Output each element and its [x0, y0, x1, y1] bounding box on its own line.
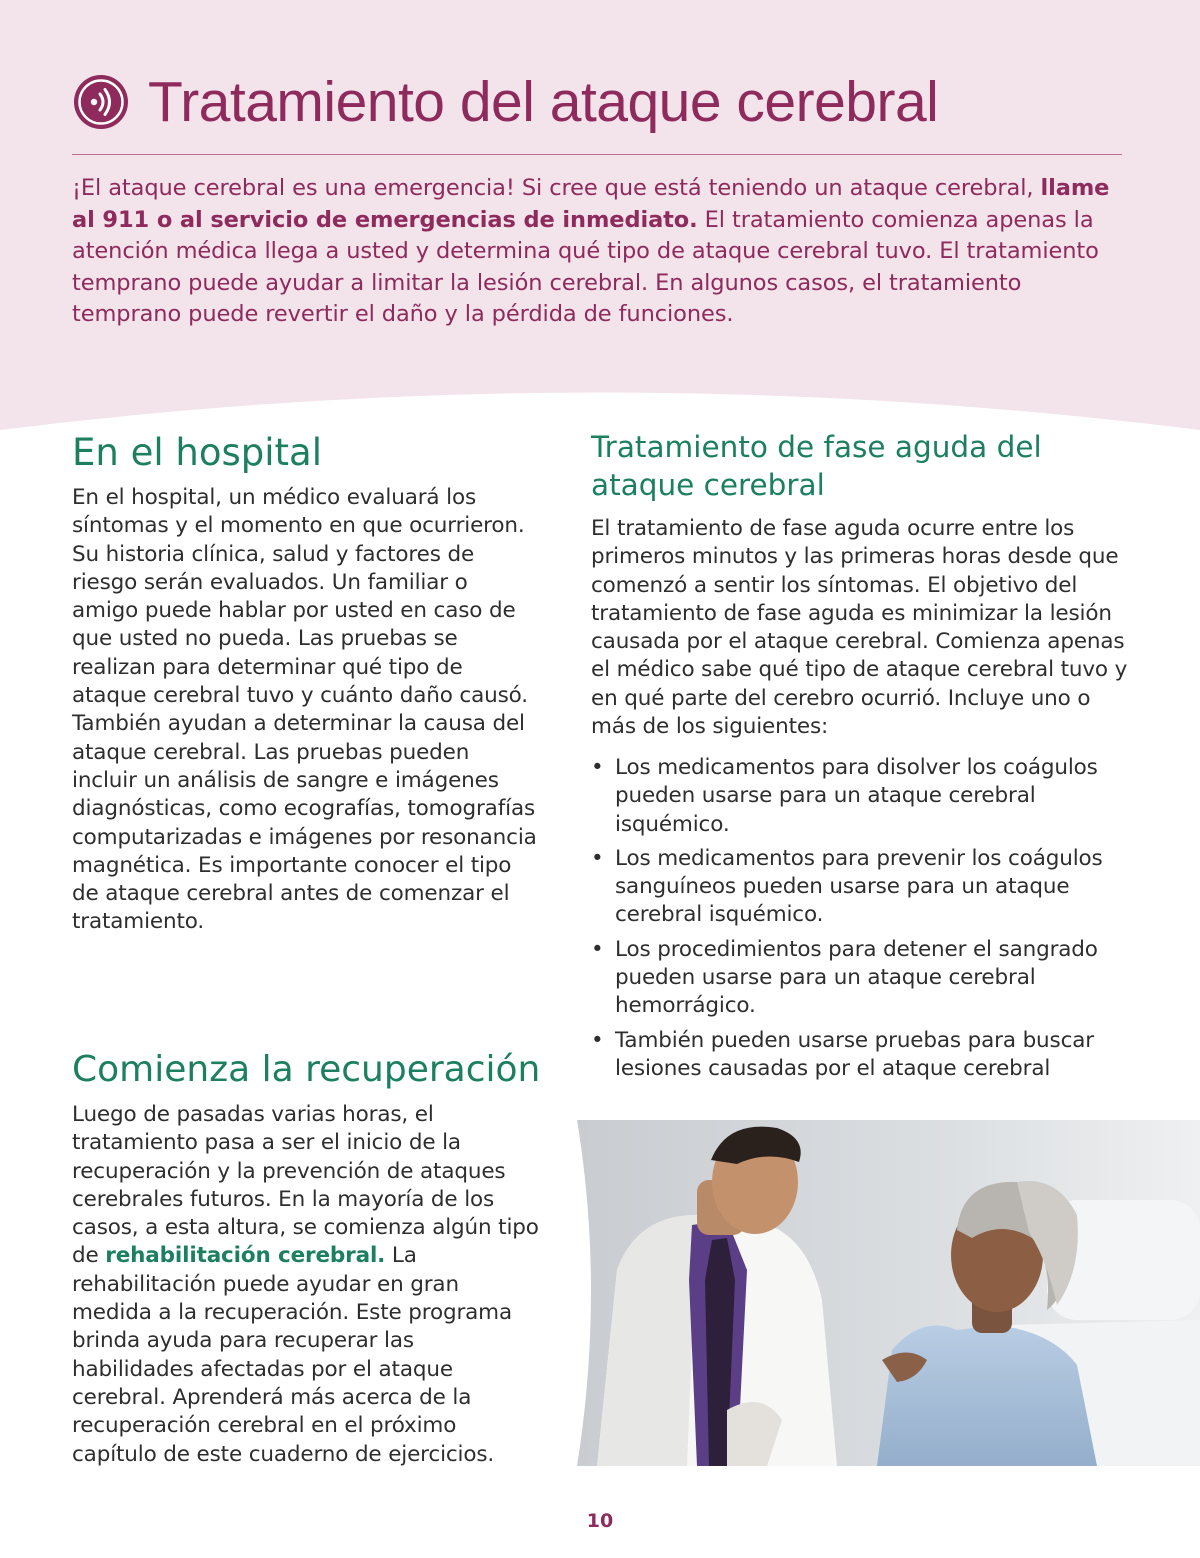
list-item-text: Los medicamentos para disolver los coágulos pueden usarse para un ataque cerebral isquémico.: [615, 755, 1098, 837]
intro-text-continued: El tratamiento comienza apenas la atención médica llega a usted y determina qué tipo de ataque cerebral tuvo. El tratamiento temprano puede ayudar a limitar la lesión cerebral. En algunos casos, el tratamiento temprano puede revertir el daño y la pérdida de funciones.: [72, 206, 1099, 327]
recuperacion-text: Luego de pasadas varias horas, el tratamiento pasa a ser el inicio de la recuperación y la prevención de ataques cerebrales futuros. En la mayoría de los casos, a esta altura, se comienza algún tipo de: [72, 1102, 539, 1269]
intro-text: ¡El ataque cerebral es una emergencia! Si cree que está teniendo un ataque cerebral,: [72, 175, 1041, 201]
emergency-call-emphasis: llame al 911 o al servicio de emergencias de inmediato.: [72, 175, 1110, 233]
fase-aguda-paragraph: El tratamiento de fase aguda ocurre entre los primeros minutos y las primeras horas desde que comenzó a sentir los síntomas. El objetivo del tratamiento de fase aguda es minimizar la lesión causada por el ataque cerebral. Comienza apenas el médico sabe qué tipo de ataque cerebral tuvo y en qué parte del cerebro ocurrió. Incluye uno o más de los siguientes:: [591, 516, 1128, 740]
list-item-text: Los procedimientos para detener el sangrado pueden usarse para un ataque cerebral hemorrágico.: [615, 936, 1098, 1019]
list-item: [591, 1027, 1131, 1084]
rehabilitacion-link-text: rehabilitación cerebral.: [105, 1243, 386, 1269]
list-item-text: Los medicamentos para prevenir los coágulos sanguíneos pueden usarse para un ataque cerebral isquémico.: [615, 845, 1103, 928]
treatment-list: [591, 754, 1131, 1089]
bullet-icon: •: [591, 845, 604, 871]
bullet-icon: •: [591, 1027, 604, 1053]
list-item: [591, 754, 1131, 839]
bullet-icon: •: [591, 755, 604, 780]
audio-speaker-icon: [72, 73, 130, 131]
recuperacion-text-continued: La rehabilitación puede ayudar en gran medida a la recuperación. Este programa brinda ayuda para recuperar las habilidades afectadas por el ataque cerebral. Aprenderá más acerca de la recuperación cerebral en el próximo capítulo de este cuaderno de ejercicios.: [72, 1243, 512, 1467]
list-item-text: También pueden usarse pruebas para buscar lesiones causadas por el ataque cerebral: [615, 1027, 1094, 1081]
doctor-patient-photo: [577, 1120, 1200, 1466]
section-heading-recuperacion: Comienza la recuperación: [72, 1049, 541, 1090]
intro-paragraph: [72, 173, 1132, 331]
page-number: 10: [586, 1510, 614, 1532]
hospital-paragraph: En el hospital, un médico evaluará los síntomas y el momento en que ocurrieron. Su historia clínica, salud y factores de riesgo serán evaluados. Un familiar o amigo puede hablar por usted en caso de que usted no pueda. Las pruebas se realizan para determinar qué tipo de ataque cerebral tuvo y cuánto daño causó. También ayudan a determinar la causa del ataque cerebral. Las pruebas pueden incluir un análisis de sangre e imágenes diagnósticas, como ecografías, tomografías computarizadas e imágenes por resonancia magnética. Es importante conocer el tipo de ataque cerebral antes de comenzar el tratamiento.: [72, 485, 537, 935]
title-divider: [72, 154, 1122, 155]
page-title: Tratamiento del ataque cerebral: [148, 70, 939, 134]
list-item: [591, 845, 1131, 930]
section-heading-hospital: En el hospital: [72, 431, 322, 474]
recuperacion-paragraph: [72, 1101, 542, 1469]
bullet-icon: •: [591, 936, 604, 962]
section-heading-fase-aguda: Tratamiento de fase aguda del ataque cerebral: [591, 430, 1042, 502]
list-item: [591, 936, 1131, 1021]
